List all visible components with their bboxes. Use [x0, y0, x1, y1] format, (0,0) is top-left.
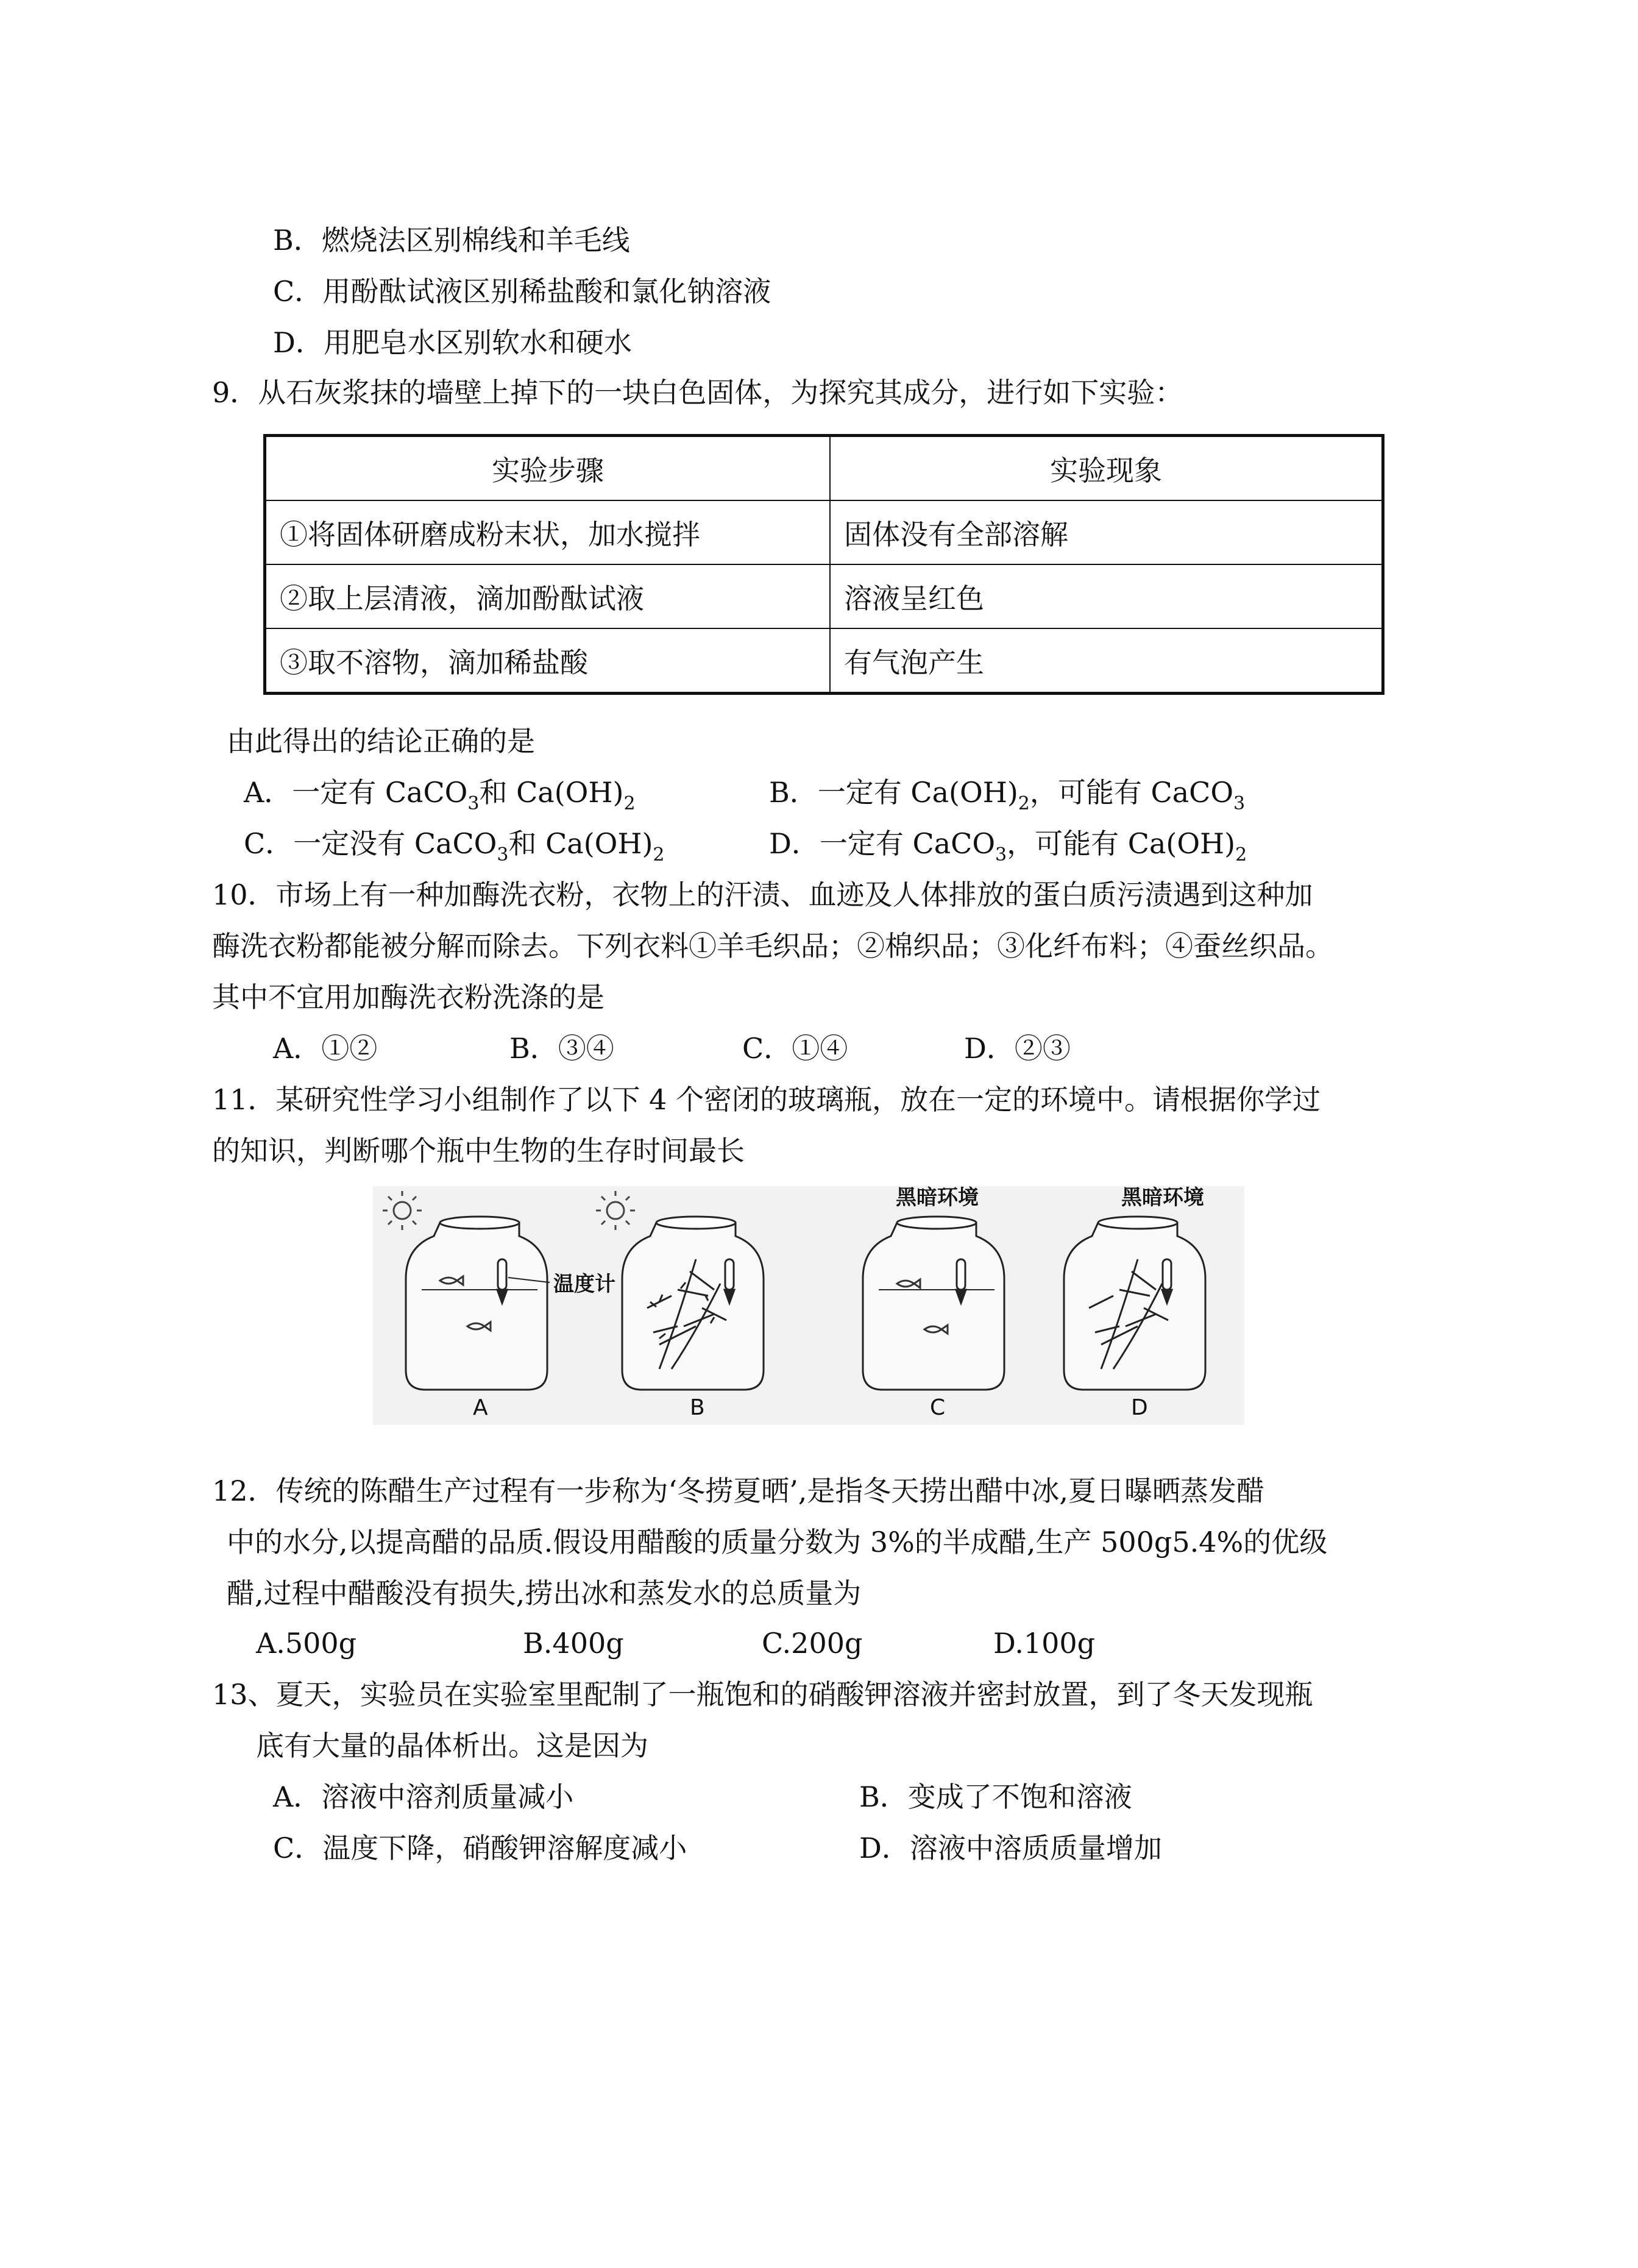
jar-b	[622, 1217, 764, 1390]
q9-option-c-text: C．一定没有 CaCO	[244, 827, 497, 860]
q9-option-d-text: D．一定有 CaCO	[769, 827, 996, 860]
table-cell: ③取不溶物，滴加稀盐酸	[265, 628, 831, 694]
q12-option: D.100g	[993, 1627, 1096, 1660]
q9-option-c-text: 和 Ca(OH)	[508, 827, 653, 860]
q13-option-a: A．溶液中溶剂质量减小	[273, 1780, 574, 1813]
q13-option-b: B．变成了不饱和溶液	[859, 1780, 1132, 1813]
q12-line: 醋,过程中醋酸没有损失,捞出冰和蒸发水的总质量为	[227, 1577, 862, 1610]
subscript: 2	[1018, 793, 1030, 814]
q8-option-b: B．燃烧法区别棉线和羊毛线	[273, 224, 630, 257]
table-cell: 固体没有全部溶解	[830, 500, 1383, 564]
table-row	[265, 628, 1383, 694]
jar-c	[863, 1217, 1004, 1390]
table-cell: ①将固体研磨成粉末状，加水搅拌	[265, 500, 831, 564]
q11-line: 的知识，判断哪个瓶中生物的生存时间最长	[212, 1134, 745, 1167]
q12-line: 12．传统的陈醋生产过程有一步称为‘冬捞夏晒’,是指冬天捞出醋中冰,夏日曝晒蒸发醋	[212, 1474, 1265, 1507]
subscript: 3	[995, 844, 1007, 866]
table-header-row	[265, 436, 1383, 501]
q11-line: 11．某研究性学习小组制作了以下 4 个密闭的玻璃瓶，放在一定的环境中。请根据你学过	[212, 1083, 1321, 1116]
q12-option: C.200g	[762, 1627, 863, 1660]
q9-option-b-text: B．一定有 Ca(OH)	[769, 776, 1018, 809]
q13-line: 底有大量的晶体析出。这是因为	[256, 1729, 648, 1762]
dark-environment-label: 黑暗环境	[1121, 1186, 1204, 1210]
q8-option-d: D．用肥皂水区别软水和硬水	[273, 326, 632, 359]
subscript: 2	[623, 793, 636, 814]
jar-label-a: A	[473, 1395, 488, 1420]
table-header: 实验现象	[830, 436, 1383, 501]
sun-icon	[383, 1191, 422, 1230]
q10-line: 其中不宜用加酶洗衣粉洗涤的是	[212, 981, 604, 1014]
dark-environment-label: 黑暗环境	[896, 1186, 979, 1210]
jar-label-d: D	[1131, 1395, 1148, 1420]
table-cell: ②取上层清液，滴加酚酞试液	[265, 564, 831, 628]
q10-option: C．①④	[742, 1032, 848, 1065]
q9-option-c	[244, 827, 665, 865]
subscript: 3	[467, 793, 480, 814]
q13-option-d: D．溶液中溶质质量增加	[859, 1832, 1162, 1865]
q9-option-b-text: ，可能有 CaCO	[1029, 776, 1234, 809]
table-header: 实验步骤	[265, 436, 831, 501]
thermometer-label: 温度计	[553, 1272, 615, 1296]
q12-option: A.500g	[256, 1627, 357, 1660]
jar-label-b: B	[690, 1395, 705, 1420]
q8-option-c: C．用酚酞试液区别稀盐酸和氯化钠溶液	[273, 275, 771, 308]
subscript: 3	[1233, 793, 1246, 814]
jar-figure-drawing	[373, 1186, 1244, 1425]
table-row	[265, 500, 1383, 564]
q9-option-d-text: ，可能有 Ca(OH)	[1007, 827, 1236, 860]
q9-option-a-text: A．一定有 CaCO	[244, 776, 468, 809]
q13-line: 13、夏天，实验员在实验室里配制了一瓶饱和的硝酸钾溶液并密封放置，到了冬天发现瓶	[212, 1678, 1313, 1711]
q10-option: B．③④	[509, 1032, 614, 1065]
q9-option-b	[769, 775, 1245, 814]
table-row	[265, 564, 1383, 628]
q10-line: 酶洗衣粉都能被分解而除去。下列衣料①羊毛织品；②棉织品；③化纤布料；④蚕丝织品。	[212, 930, 1333, 962]
q9-conclusion: 由此得出的结论正确的是	[227, 725, 535, 758]
subscript: 3	[497, 844, 509, 866]
subscript: 2	[653, 844, 665, 866]
table-cell: 有气泡产生	[830, 628, 1383, 694]
sun-icon	[596, 1191, 635, 1230]
q10-line: 10．市场上有一种加酶洗衣粉，衣物上的汗渍、血迹及人体排放的蛋白质污渍遇到这种加	[212, 878, 1313, 911]
q9-option-a-text: 和 Ca(OH)	[479, 776, 624, 809]
jar-d	[1064, 1217, 1205, 1390]
q12-option: B.400g	[523, 1627, 624, 1660]
jar-label-c: C	[930, 1395, 946, 1420]
experiment-table	[263, 434, 1384, 695]
table-cell: 溶液呈红色	[830, 564, 1383, 628]
q13-option-c: C．温度下降，硝酸钾溶解度减小	[273, 1832, 687, 1865]
q9-option-d	[769, 827, 1247, 865]
jar-a	[406, 1217, 547, 1390]
q10-option: A．①②	[273, 1032, 378, 1065]
q12-line: 中的水分,以提高醋的品质.假设用醋酸的质量分数为 3%的半成醋,生产 500g5.4%的优级	[227, 1526, 1328, 1559]
subscript: 2	[1235, 844, 1247, 866]
q9-stem: 9．从石灰浆抹的墙壁上掉下的一块白色固体，为探究其成分，进行如下实验：	[212, 376, 1183, 409]
jar-experiment-figure	[373, 1186, 1244, 1425]
q9-option-a	[244, 775, 636, 814]
q10-option: D．②③	[964, 1032, 1071, 1065]
